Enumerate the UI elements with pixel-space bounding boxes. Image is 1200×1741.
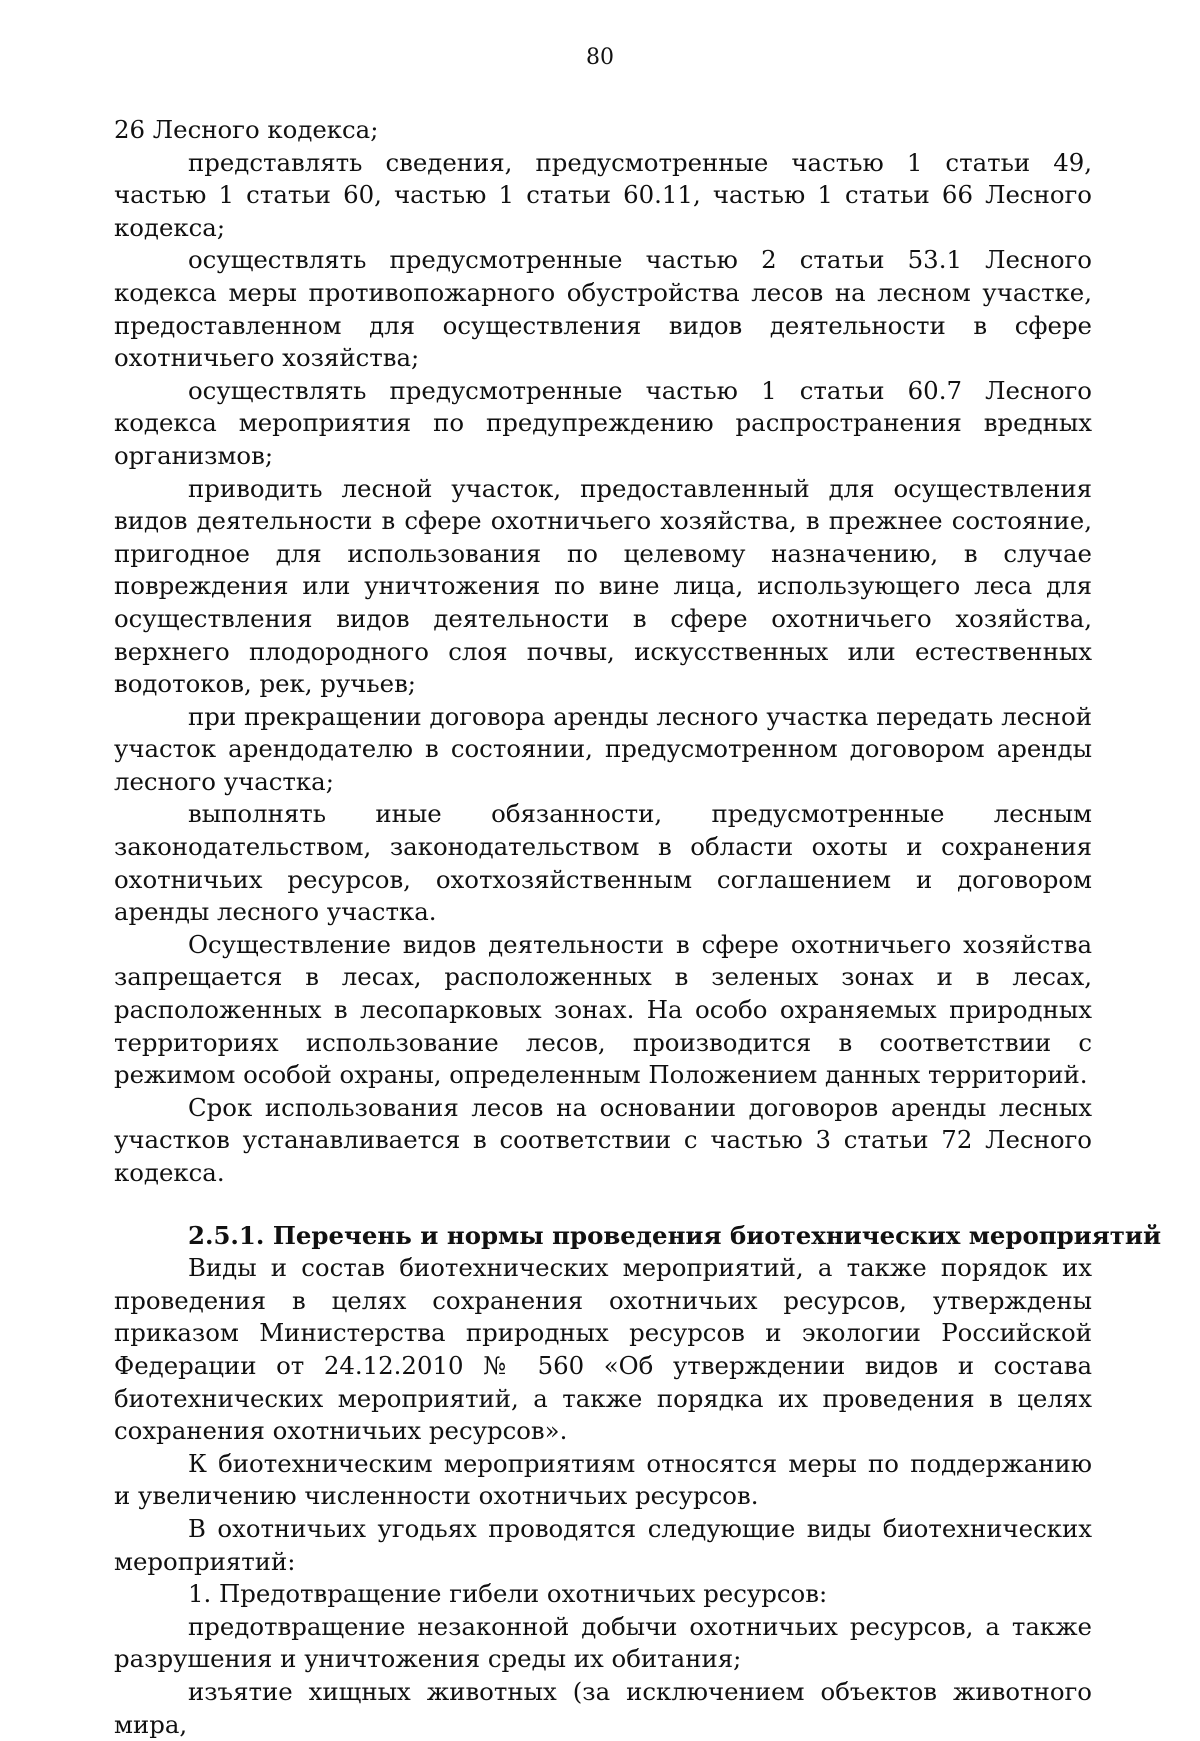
- paragraph-lease-termination: при прекращении договора аренды лесного участка передать лесной участок арендодателю в состоянии, предусмотренном договором аренды лесного участка;: [114, 701, 1092, 796]
- paragraph-pest-measures: осуществлять предусмотренные частью 1 статьи 60.7 Лесного кодекса мероприятия по предупреждению распространения вредных организмов;: [114, 375, 1092, 470]
- paragraph-lease-term: Срок использования лесов на основании договоров аренды лесных участков устанавливается в соответствии с частью 3 статьи 72 Лесного кодекса.: [114, 1092, 1092, 1187]
- paragraph-prevent-poaching: предотвращение незаконной добычи охотничьих ресурсов, а также разрушения и уничтожения среды их обитания;: [114, 1611, 1092, 1674]
- paragraph-other-duties: выполнять иные обязанности, предусмотренные лесным законодательством, законодательством в области охоты и сохранения охотничьих ресурсов, охотхозяйственным соглашением и договором аренды лесного участка.: [114, 799, 1092, 927]
- document-body: [114, 114, 1162, 1741]
- paragraph-prohibited-zones: Осуществление видов деятельности в сфере охотничьего хозяйства запрещается в лесах, расположенных в зеленых зонах и в лесах, расположенных в лесопарковых зонах. На особо охраняемых природных территориях использование лесов, производится в соответствии с режимом особой охраны, определенным Положением данных территорий.: [114, 929, 1092, 1090]
- paragraph-provide-info: представлять сведения, предусмотренные частью 1 статьи 49, частью 1 статьи 60, частью 1 статьи 60.11, частью 1 статьи 66 Лесного кодекса;: [114, 147, 1092, 242]
- paragraph-definition: К биотехническим мероприятиям относятся меры по поддержанию и увеличению численности охотничьих ресурсов.: [114, 1448, 1092, 1511]
- section-heading: 2.5.1. Перечень и нормы проведения биотехнических мероприятий: [188, 1220, 1162, 1250]
- page-number: 80: [586, 45, 614, 70]
- paragraph-continuation: 26 Лесного кодекса;: [114, 115, 379, 144]
- paragraph-predator-removal: изъятие хищных животных (за исключением объектов животного мира,: [114, 1676, 1092, 1739]
- paragraph-types-intro: В охотничьих угодьях проводятся следующие виды биотехнических мероприятий:: [114, 1513, 1092, 1576]
- list-item-1: 1. Предотвращение гибели охотничьих ресурсов:: [188, 1579, 828, 1609]
- paragraph-order-reference: Виды и состав биотехнических мероприятий, а также порядок их проведения в целях сохранения охотничьих ресурсов, утверждены приказом Министерства природных ресурсов и экологии Российской Федерации от 24.12.2010 № 560 «Об утверждении видов и состава биотехнических мероприятий, а также порядка их проведения в целях сохранения охотничьих ресурсов».: [114, 1253, 1092, 1446]
- paragraph-restore-plot: приводить лесной участок, предоставленный для осуществления видов деятельности в сфере охотничьего хозяйства, в прежнее состояние, пригодное для использования по целевому назначению, в случае повреждения или уничтожения по вине лица, использующего леса для осуществления видов деятельности в сфере охотничьего хозяйства, верхнего плодородного слоя почвы, искусственных или естественных водотоков, рек, ручьев;: [114, 473, 1092, 699]
- paragraph-fire-measures: осуществлять предусмотренные частью 2 статьи 53.1 Лесного кодекса меры противопожарного обустройства лесов на лесном участке, предоставленном для осуществления видов деятельности в сфере охотничьего хозяйства;: [114, 245, 1092, 373]
